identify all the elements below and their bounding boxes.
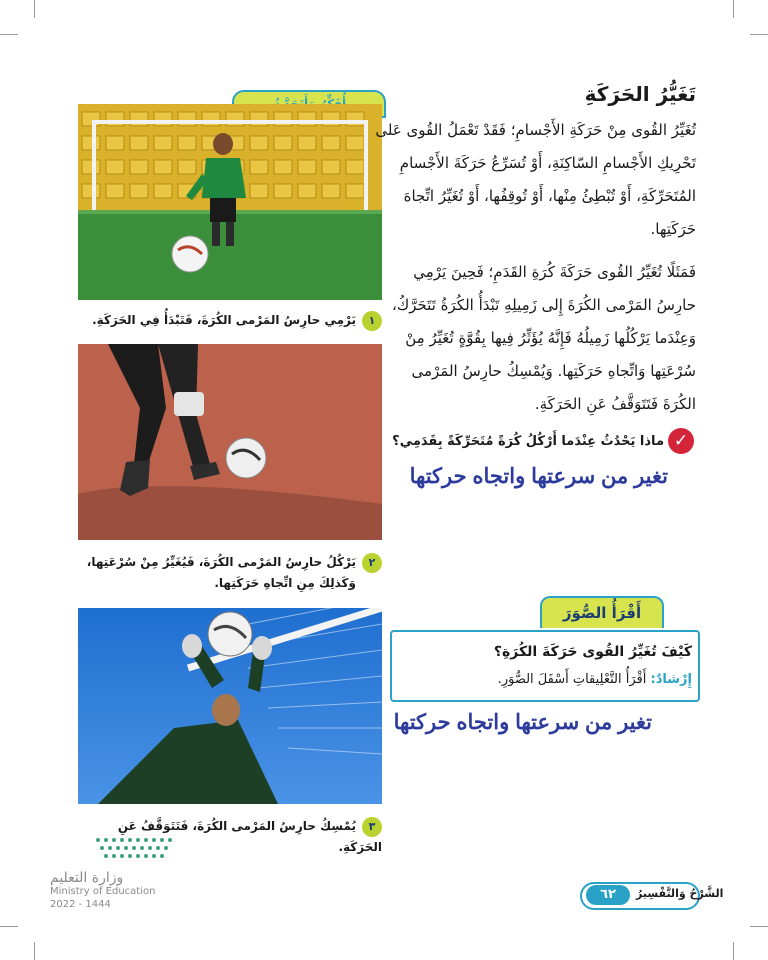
check-question: ماذا يَحْدُثُ عِنْدَما أَرْكُلُ كُرَةً مُتَحَرِّكَةً بِقَدَمِي؟ [392,434,664,449]
ministry-arabic: وزارة التعليم [50,870,124,886]
crop-mark [34,0,35,18]
paragraph-1: تُغَيِّرُ القُوى مِنْ حَرَكَةِ الأَجْسامِ؛ فَقَدْ تَعْمَلُ القُوى عَلى تَحْرِيكِ الأَجْسامِ السّاكِنَةِ، أَوْ تُسَرِّعُ حَرَكَةَ الأَجْسامِ المُتَحَرِّكَةِ، أَوْ تُبْطِئُ مِنْها، أَوْ تُوقِفُها، أَوْ تُغَيِّرُ اتِّجاهَ حَرَكَتِها. [375,121,696,238]
crop-mark [34,942,35,960]
check-answer: تغير من سرعتها واتجاه حركتها [409,465,668,488]
photo-goalkeeper-kicking [78,344,382,540]
ministry-logo-dots [92,836,182,864]
caption-text: يَرْمِي حارِسُ المَرْمى الكُرَةَ، فَتَبْدَأُ فِي الحَرَكَةِ. [92,313,356,327]
ministry-english: Ministry of Education [50,886,156,897]
caption-text-line2: وَكَذلِكَ مِنِ اتِّجاهِ حَرَكَتِها. [214,575,356,590]
caption-number: ٣ [362,817,382,837]
read-pictures-tab: أَقْرَأُ الصُّوَرَ [540,596,664,628]
crop-mark [750,926,768,927]
footer-section-label: الشَّرْحُ وَالتَّفْسِيرُ [636,887,724,900]
section-heading: تَغَيُّرُ الحَرَكَةِ [584,82,696,106]
read-pictures-box [390,630,700,702]
ministry-year: 2022 - 1444 [50,899,111,910]
caption-2 [78,552,382,593]
photo-goalkeeper-throwing [78,104,382,300]
caption-text: يَرْكُلُ حارِسُ المَرْمى الكُرَةَ، فَيُغَيِّرُ مِنْ سُرْعَتِها، [86,555,356,569]
caption-number: ١ [362,311,382,331]
check-icon: ✓ [668,428,694,454]
caption-1 [78,310,382,331]
crop-mark [750,34,768,35]
read-pictures-answer: تغير من سرعتها واتجاه حركتها [393,711,652,734]
page-number: ٦٢ [586,885,630,905]
paragraph-2: فَمَثَلًا تُغَيِّرُ القُوى حَرَكَةَ كُرَةِ القَدَمِ؛ فَحِينَ يَرْمِي حارِسُ المَرْمى الكُرَةَ إِلى زَمِيلِهِ تَبْدَأُ الكُرَةُ تَتَحَرَّكُ، وَعِنْدَما يَرْكُلُها زَمِيلُهُ فَإِنَّهُ يُؤَثِّرُ فِيها بِقُوَّةٍ تُغَيِّرُ مِنْ سُرْعَتِها وَاتِّجاهِ حَرَكَتِها. وَيُمْسِكُ حارِسُ المَرْمى الكُرَةَ فَتَتَوَقَّفُ عَنِ الحَرَكَةِ. [392,263,696,413]
read-pictures-hint [392,672,692,687]
ministry-label [50,872,155,911]
read-pictures-question: كَيْفَ تُغَيِّرُ القُوى حَرَكَةَ الكُرَةِ؟ [493,644,692,660]
caption-number: ٢ [362,553,382,573]
crop-mark [0,926,18,927]
photo-goalkeeper-catching [78,608,382,804]
crop-mark [733,0,734,18]
crop-mark [0,34,18,35]
hint-text: أَقْرَأُ التَّعْلِيقاتِ أَسْفَلَ الصُّوَرِ. [497,672,647,687]
hint-label: إِرْشادٌ: [650,672,692,687]
caption-text: يُمْسِكُ حارِسُ المَرْمى الكُرَةَ، فَتَتَوَقَّفُ عَنِ الحَرَكَةِ. [117,819,382,854]
crop-mark [733,942,734,960]
